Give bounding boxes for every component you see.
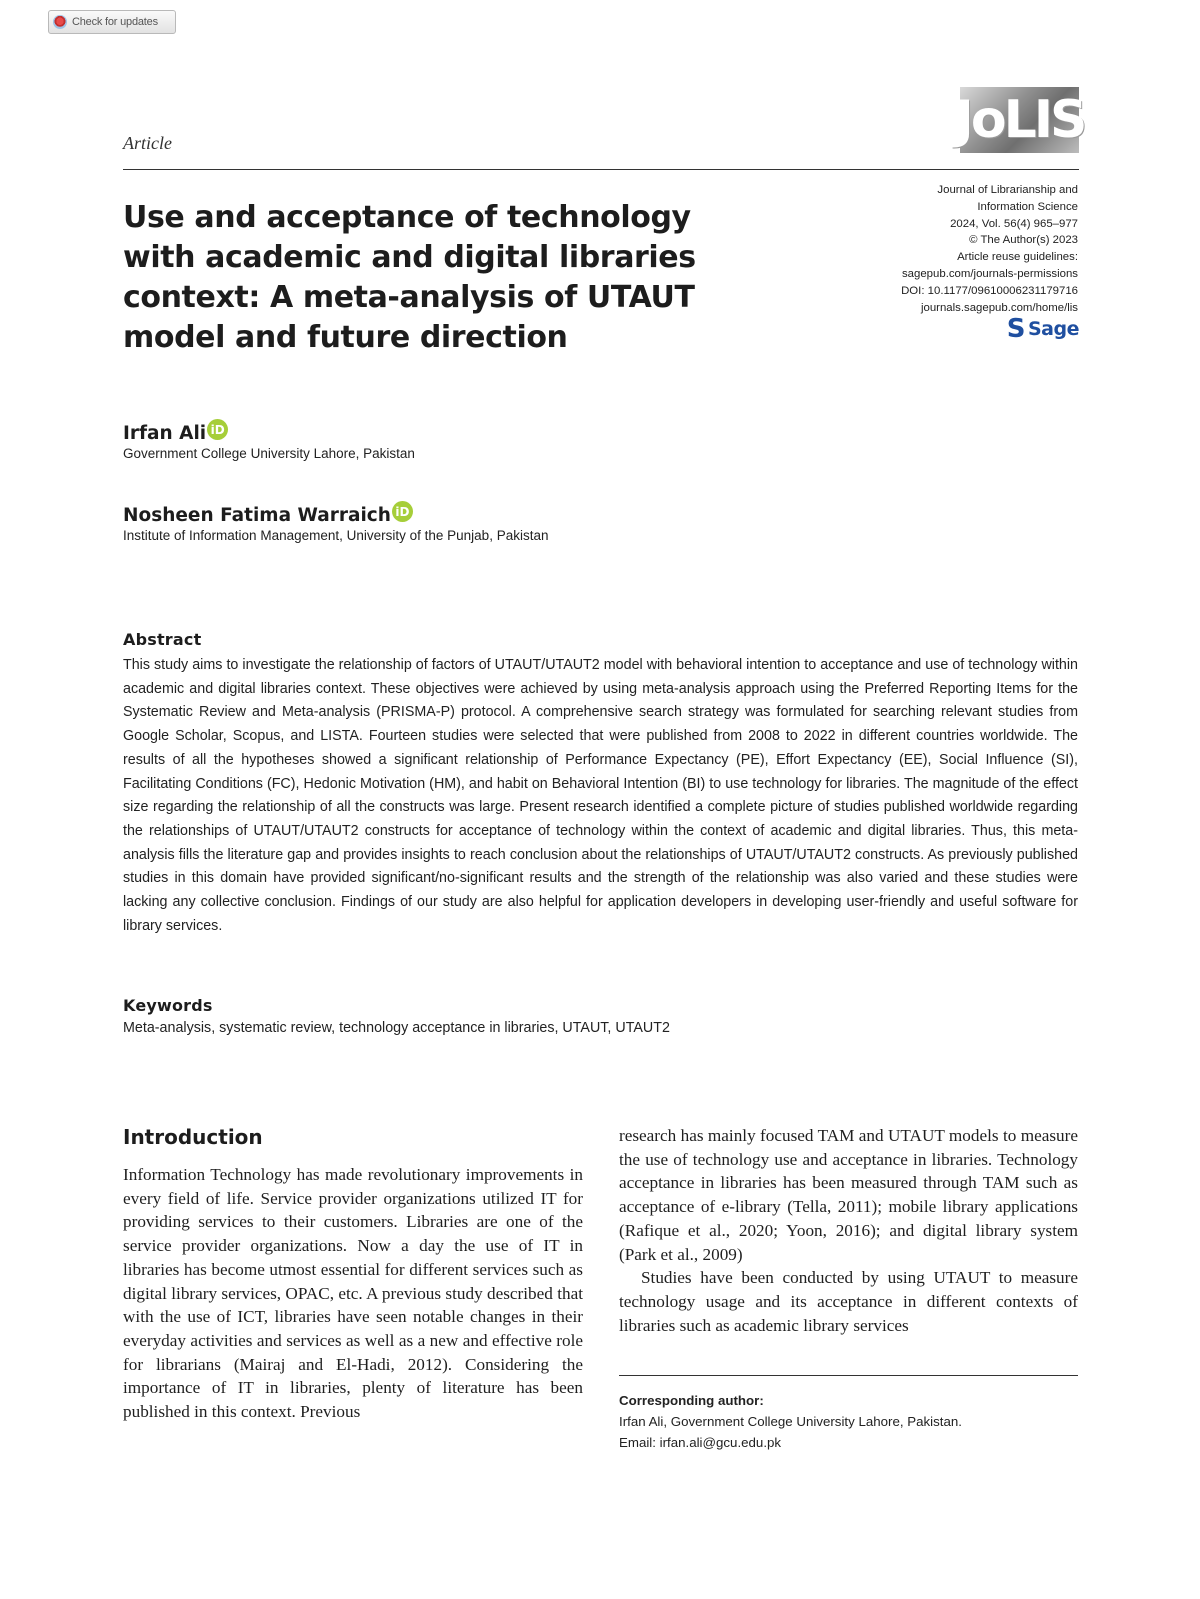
author-block xyxy=(123,505,548,543)
corresponding-author-email[interactable]: Email: irfan.ali@gcu.edu.pk xyxy=(619,1435,782,1450)
introduction-heading: Introduction xyxy=(123,1125,263,1149)
journal-metadata xyxy=(901,182,1078,316)
reuse-guidelines-label: Article reuse guidelines: xyxy=(957,251,1078,264)
copyright-info: © The Author(s) 2023 xyxy=(969,234,1078,247)
crossmark-icon xyxy=(53,15,67,29)
journal-logo: JoLIS xyxy=(960,87,1079,153)
volume-info: 2024, Vol. 56(4) 965–977 xyxy=(950,217,1078,230)
article-type-label: Article xyxy=(123,133,172,153)
permissions-link[interactable]: sagepub.com/journals-permissions xyxy=(901,267,1078,280)
journal-name-line-2: Information Science xyxy=(977,200,1078,213)
orcid-icon[interactable]: iD xyxy=(392,501,413,522)
abstract-heading: Abstract xyxy=(123,630,202,649)
author-affiliation: Government College University Lahore, Pakistan xyxy=(123,446,415,461)
header-divider xyxy=(123,169,1079,170)
journal-home-link[interactable]: journals.sagepub.com/home/lis xyxy=(920,301,1078,314)
abstract-text: This study aims to investigate the relationship of factors of UTAUT/UTAUT2 model with behavioral intention to acceptance and use of technology within academic and digital libraries context. These objectives were achieved by using meta-analysis approach using the Preferred Reporting Items for the Systematic Review and Meta-analysis (PRISMA-P) protocol. A comprehensive search strategy was formulated for searching relevant studies from Google Scholar, Scopus, and LISTA. Fourteen studies were selected that were published from 2008 to 2022 in different countries worldwide. The results of all the hypotheses showed a significant relationship of Performance Expectancy (PE), Effort Expectancy (EE), Social Influence (SI), Facilitating Conditions (FC), Hedonic Motivation (HM), and habit on Behavioral Intention (BI) to use technology for libraries. The magnitude of the effect size regarding the relationship of all the constructs was large. Present research identified a complete picture of studies published worldwide regarding the relationships of UTAUT/UTAUT2 constructs for acceptance of technology within the context of academic and digital libraries. Thus, this meta-analysis fills the literature gap and provides insights to reach conclusion about the relationships of UTAUT/UTAUT2 constructs. As previously published studies in this domain have provided significant/no-significant results and the strength of the relationship was also varied and these studies were lacking any collective conclusion. Findings of our study are also helpful for application developers in developing user-friendly and useful software for library services. xyxy=(123,657,1078,934)
publisher-logo-text: Sage xyxy=(1028,318,1079,340)
introduction-paragraph: research has mainly focused TAM and UTAUT models to measure the use of technology use and acceptance in libraries. Technology acceptance in libraries has been measured through TAM such as acceptance of e-library (Tella, 2011); mobile library applications (Rafique et al., 2020; Yoon, 2016); and digital library system (Park et al., 2009) xyxy=(619,1126,1078,1264)
check-for-updates-label: Check for updates xyxy=(72,16,158,28)
keywords-heading: Keywords xyxy=(123,996,213,1015)
corresponding-author-label: Corresponding author: xyxy=(619,1393,764,1408)
keywords-text: Meta-analysis, systematic review, technology acceptance in libraries, UTAUT, UTAUT2 xyxy=(123,1020,670,1036)
doi-link[interactable]: DOI: 10.1177/09610006231179716 xyxy=(901,284,1078,297)
author-block xyxy=(123,423,415,461)
check-for-updates-badge[interactable] xyxy=(48,10,176,34)
article-title: Use and acceptance of technology with academic and digital libraries context: A meta-analysis of UTAUT model and future direction xyxy=(123,200,696,355)
author-name: Nosheen Fatima Warraich xyxy=(123,505,391,526)
introduction-right-column xyxy=(619,1124,1078,1337)
orcid-icon[interactable]: iD xyxy=(207,419,228,440)
publisher-logo xyxy=(1007,316,1079,342)
author-name: Irfan Ali xyxy=(123,423,207,444)
footnote-divider xyxy=(619,1375,1078,1376)
corresponding-author-affiliation: Irfan Ali, Government College University Lahore, Pakistan. xyxy=(619,1414,962,1429)
journal-name-line-1: Journal of Librarianship and xyxy=(937,184,1078,196)
sage-s-icon: S xyxy=(1006,314,1025,344)
corresponding-author-note xyxy=(619,1390,962,1453)
author-affiliation: Institute of Information Management, University of the Punjab, Pakistan xyxy=(123,528,549,543)
introduction-paragraph: Information Technology has made revolutionary improvements in every field of life. Service provider organizations utilized IT for providing services to their customers. Libraries are one of the service provider organizations. Now a day the use of IT in libraries has become utmost essential for different services such as digital library services, OPAC, etc. A previous study described that with the use of ICT, libraries have seen notable changes in their everyday activities and services as well as a new and effective role for librarians (Mairaj and El-Hadi, 2012). Considering the importance of IT in libraries, plenty of literature has been published in this context. Previous xyxy=(123,1165,583,1422)
introduction-paragraph: Studies have been conducted by using UTAUT to measure technology usage and its acceptance in different contexts of libraries such as academic library services xyxy=(619,1268,1078,1335)
